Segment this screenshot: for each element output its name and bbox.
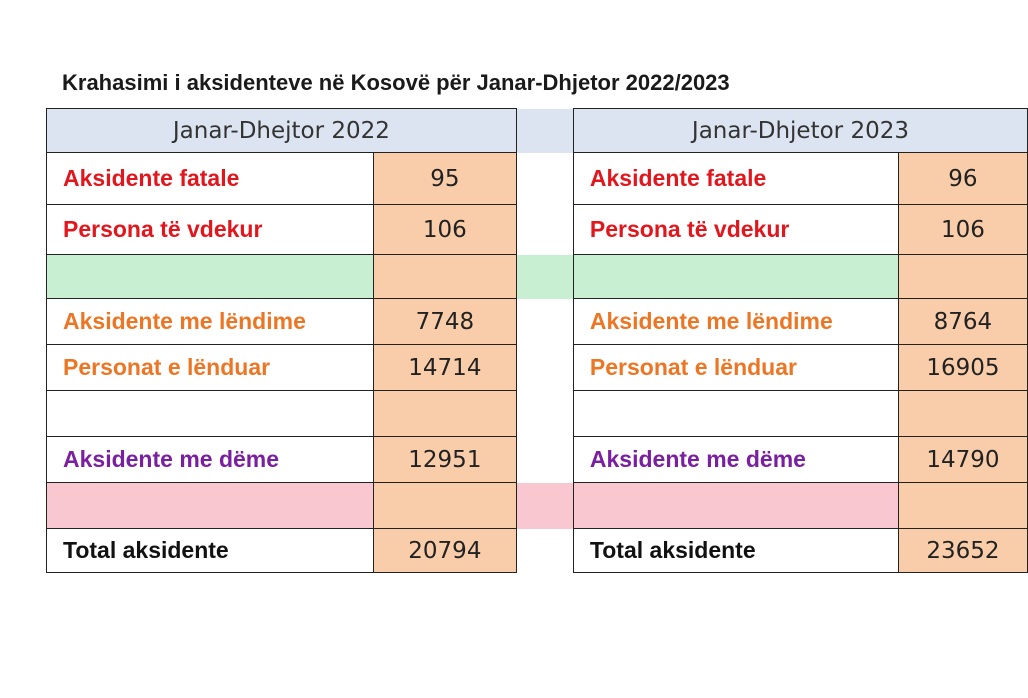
- value-injury-accidents-2022: 7748: [373, 299, 516, 345]
- column-gap: [516, 391, 573, 437]
- value-blank-cell: [373, 255, 516, 299]
- value-fatal-accidents-2023: 96: [898, 153, 1027, 205]
- row-label-fatal-accidents: Aksidente fatale: [47, 153, 374, 205]
- value-blank-cell: [373, 391, 516, 437]
- row-label-total-accidents: Total aksidente: [573, 529, 898, 573]
- column-gap: [516, 205, 573, 255]
- column-gap: [516, 345, 573, 391]
- row-label-damage-accidents: Aksidente me dëme: [47, 437, 374, 483]
- value-damage-accidents-2022: 12951: [373, 437, 516, 483]
- pink-band-cell: [573, 483, 898, 529]
- row-label-deaths: Persona të vdekur: [47, 205, 374, 255]
- blank-cell: [47, 391, 374, 437]
- value-total-accidents-2023: 23652: [898, 529, 1027, 573]
- accident-comparison-table: [46, 108, 1028, 573]
- column-gap: [516, 299, 573, 345]
- table-row: [47, 299, 1028, 345]
- separator-row-pink: [47, 483, 1028, 529]
- value-blank-cell: [898, 255, 1027, 299]
- pink-band-cell: [47, 483, 374, 529]
- blank-cell: [573, 391, 898, 437]
- header-2023: Janar-Dhjetor 2023: [573, 109, 1027, 153]
- value-blank-cell: [373, 483, 516, 529]
- header-gap: [516, 109, 573, 153]
- row-label-deaths: Persona të vdekur: [573, 205, 898, 255]
- row-label-injured-persons: Personat e lënduar: [47, 345, 374, 391]
- value-injured-persons-2023: 16905: [898, 345, 1027, 391]
- value-injured-persons-2022: 14714: [373, 345, 516, 391]
- row-label-injured-persons: Personat e lënduar: [573, 345, 898, 391]
- table-row: [47, 345, 1028, 391]
- value-blank-cell: [898, 483, 1027, 529]
- green-band-cell: [47, 255, 374, 299]
- value-fatal-accidents-2022: 95: [373, 153, 516, 205]
- column-gap: [516, 483, 573, 529]
- separator-row-blank: [47, 391, 1028, 437]
- value-deaths-2022: 106: [373, 205, 516, 255]
- value-blank-cell: [898, 391, 1027, 437]
- value-deaths-2023: 106: [898, 205, 1027, 255]
- column-gap: [516, 529, 573, 573]
- column-gap: [516, 255, 573, 299]
- row-label-injury-accidents: Aksidente me lëndime: [573, 299, 898, 345]
- header-2022: Janar-Dhejtor 2022: [47, 109, 517, 153]
- row-label-injury-accidents: Aksidente me lëndime: [47, 299, 374, 345]
- header-row: [47, 109, 1028, 153]
- table-row: [47, 437, 1028, 483]
- value-damage-accidents-2023: 14790: [898, 437, 1027, 483]
- separator-row-green: [47, 255, 1028, 299]
- row-label-total-accidents: Total aksidente: [47, 529, 374, 573]
- green-band-cell: [573, 255, 898, 299]
- page-title: Krahasimi i aksidenteve në Kosovë për Janar-Dhjetor 2022/2023: [62, 70, 730, 95]
- total-row: [47, 529, 1028, 573]
- value-total-accidents-2022: 20794: [373, 529, 516, 573]
- column-gap: [516, 437, 573, 483]
- row-label-damage-accidents: Aksidente me dëme: [573, 437, 898, 483]
- row-label-fatal-accidents: Aksidente fatale: [573, 153, 898, 205]
- column-gap: [516, 153, 573, 205]
- table-row: [47, 153, 1028, 205]
- value-injury-accidents-2023: 8764: [898, 299, 1027, 345]
- table-row: [47, 205, 1028, 255]
